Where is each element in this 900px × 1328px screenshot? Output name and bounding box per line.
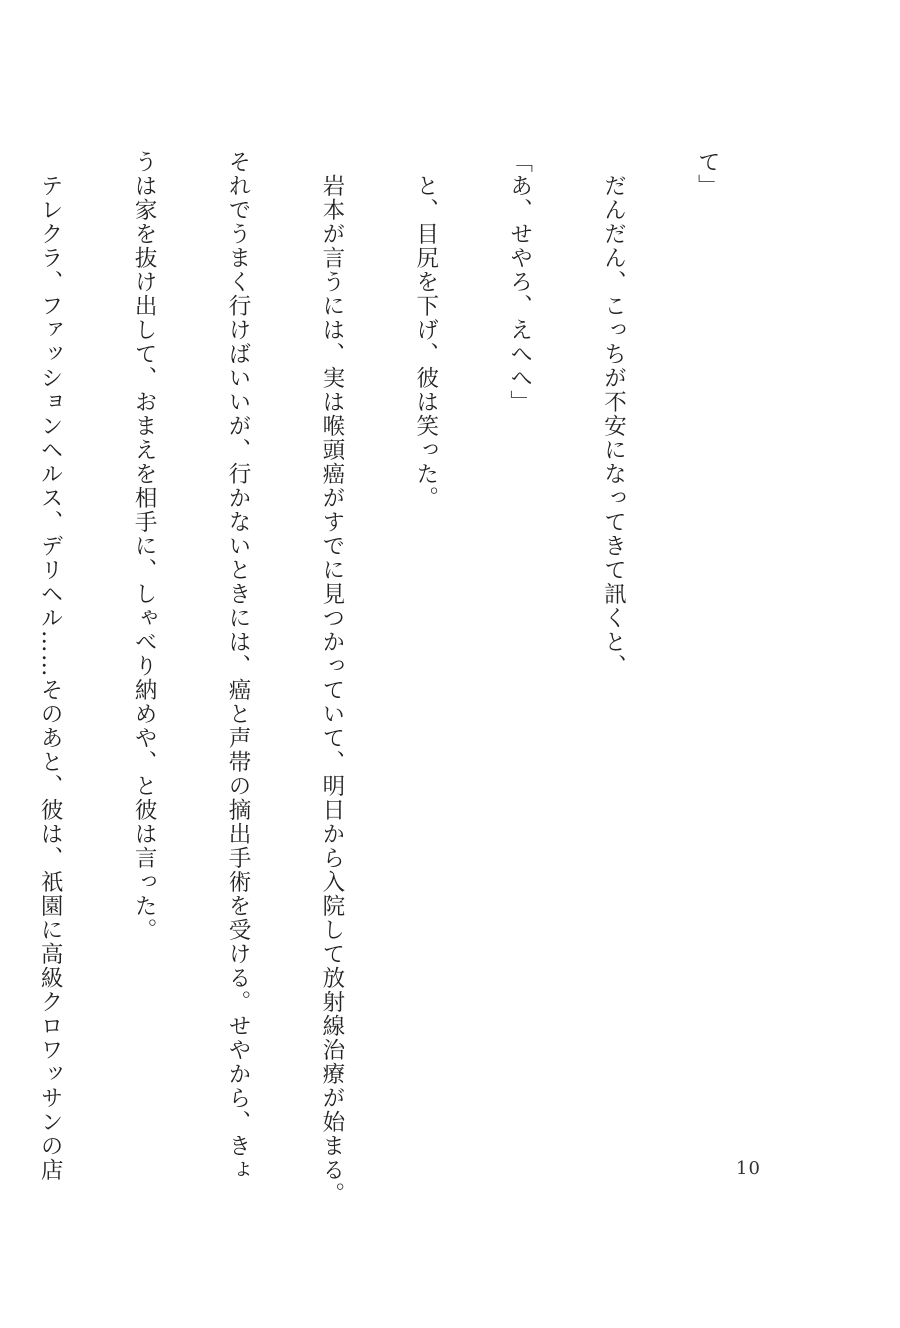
page-number: 10 (736, 1158, 761, 1179)
text-line: それでうまく行けばいいが、行かないときには、癌と声帯の摘出手術を受ける。せやから、きょ (224, 150, 251, 1182)
text-line: うは家を抜け出して、おまえを相手に、しゃべり納めや、と彼は言った。 (131, 150, 158, 942)
text-line: 「あ、せやろ、えへへ」 (506, 150, 533, 414)
text-line: と、目尻を下げ、彼は笑った。 (412, 150, 439, 510)
text-line: テレクラ、ファッションヘルス、デリヘル……そのあと、彼は、祇園に高級クロワッサンの店 (37, 150, 64, 1182)
text-line: 岩本が言うには、実は喉頭癌がすでに見つかっていて、明日から入院して放射線治療が始まる。 (318, 150, 345, 1206)
text-line: て」 (694, 150, 721, 198)
text-line: だんだん、こっちが不安になってきて訊くと、 (600, 150, 627, 678)
